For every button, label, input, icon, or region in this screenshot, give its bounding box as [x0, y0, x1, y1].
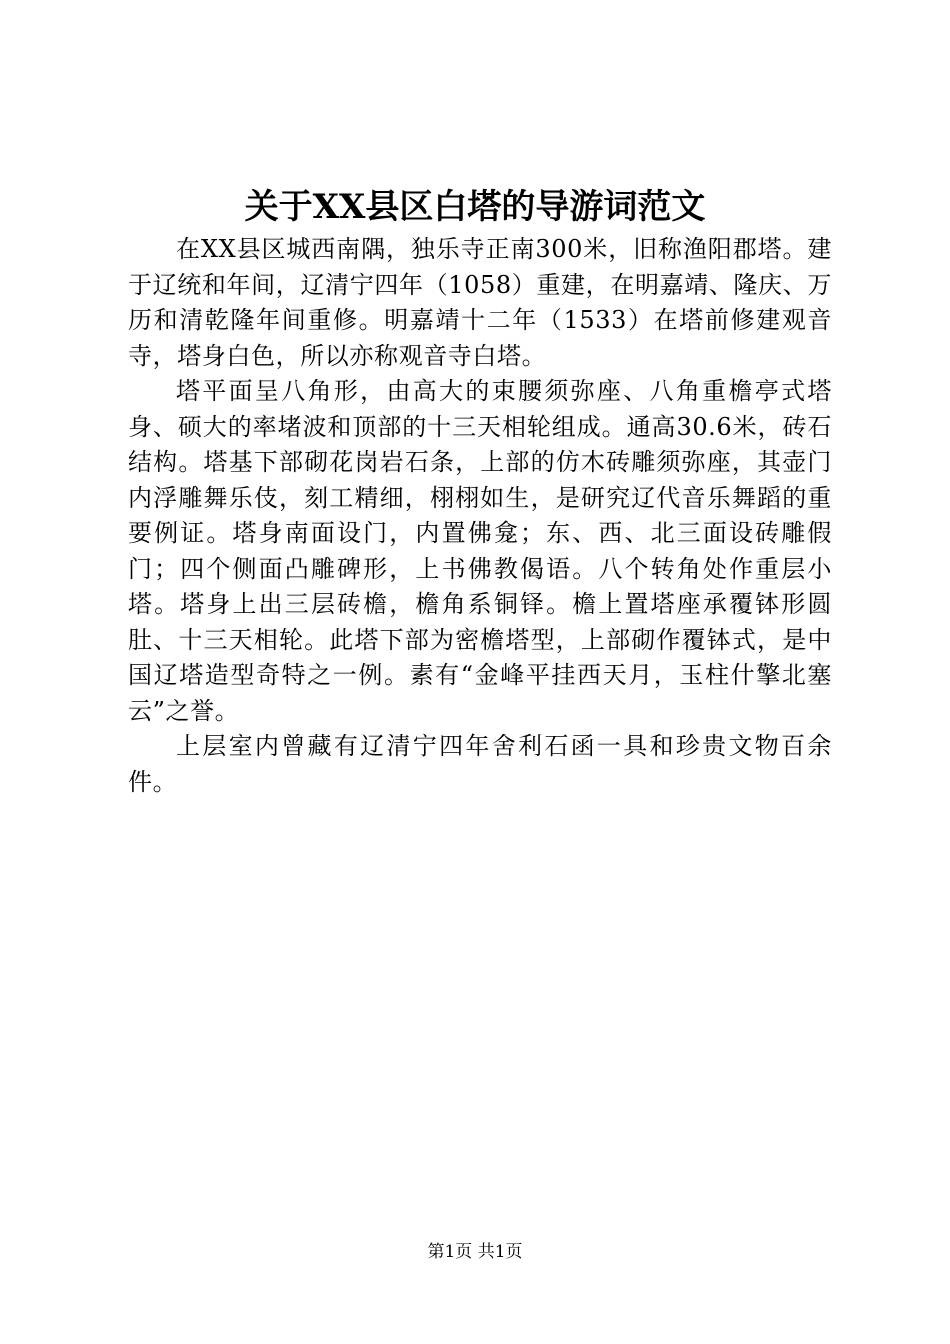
paragraph-structure: 塔平面呈八角形，由高大的束腰须弥座、八角重檐亭式塔身、硕大的率堵波和顶部的十三天相轮组成。通高30.6米，砖石结构。塔基下部砌花岗岩石条，上部的仿木砖雕须弥座，其壶门内浮雕舞乐伎，刻工精细，栩栩如生，是研究辽代音乐舞蹈的重要例证。塔身南面设门，内置佛龛；东、西、北三面设砖雕假门；四个侧面凸雕碑形，上书佛教偈语。八个转角处作重层小塔。塔身上出三层砖檐，檐角系铜铎。檐上置塔座承覆钵形圆肚、十三天相轮。此塔下部为密檐塔型，上部砌作覆钵式，是中国辽塔造型奇特之一例。素有“金峰平挂西天月，玉柱什擎北塞云”之誉。 [128, 377, 832, 725]
page-footer: 第1页 共1页 [427, 1242, 523, 1262]
paragraph-relics: 上层室内曾藏有辽清宁四年舍利石函一具和珍贵文物百余件。 [128, 732, 832, 796]
paragraph-location-history: 在XX县区城西南隅，独乐寺正南300米，旧称渔阳郡塔。建于辽统和年间，辽清宁四年（1058）重建，在明嘉靖、隆庆、万历和清乾隆年间重修。明嘉靖十二年（1533）在塔前修建观音寺，塔身白色，所以亦称观音寺白塔。 [128, 235, 832, 370]
document-body [128, 232, 832, 800]
document-title: 关于XX县区白塔的导游词范文 [244, 187, 706, 227]
